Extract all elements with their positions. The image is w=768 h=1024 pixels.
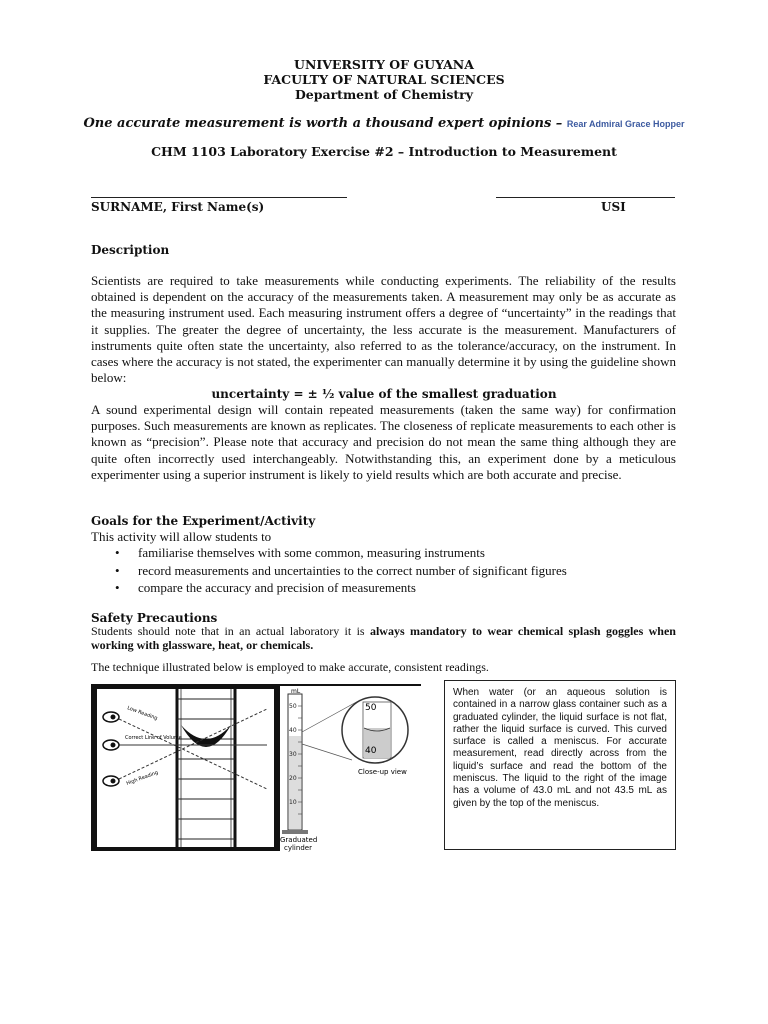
list-item: • compare the accuracy and precision of measurements [115,580,416,595]
quote [0,116,768,131]
description-paragraph-2: A sound experimental design will contain repeated measurements (taken the same way) for confirmation purposes. Such measurements are known as replicates. The closeness of replicate measurements to each other is known as “precision”. Please note that accuracy and precision do not mean the same thing although they are quite often incorrectly used interchangeably. Notwithstanding this, an experiment done by a meticulous experimenter using a superior instrument is likely to yield results which are both accurate and precise. [91,402,676,482]
closeup-top-label: 50 [365,703,377,713]
technique-text: The technique illustrated below is employed to make accurate, consistent readings. [91,660,489,674]
department-name: Department of Chemistry [294,87,474,102]
safety-text: Students should note that in an actual laboratory it is always mandatory to wear chemical splash goggles when working with glassware, heat, or chemicals. [91,624,676,652]
university-name: UNIVERSITY OF GUYANA [294,57,474,72]
scale-label: 50 [289,703,297,710]
name-underline[interactable] [91,197,347,198]
cylinder-illustration [280,686,421,852]
goals-intro: This activity will allow students to [91,529,272,544]
description-heading: Description [91,243,170,257]
closeup-view-label: Close-up view [358,768,407,776]
goals-heading: Goals for the Experiment/Activity [91,514,316,528]
usi-field-label: USI [601,200,626,214]
page-title: CHM 1103 Laboratory Exercise #2 – Introduction to Measurement [151,144,617,159]
eye-level-illustration [97,689,274,847]
cylinder-label-line2: cylinder [284,844,312,852]
meniscus-eye-diagram [97,689,274,847]
scale-label: 30 [289,751,297,758]
quote-author: Rear Admiral Grace Hopper [566,119,685,129]
list-item: • record measurements and uncertainties to the correct number of significant figures [115,562,567,578]
scale-label: 10 [289,799,297,806]
scale-label: 20 [289,775,297,782]
scale-label: 40 [289,727,297,734]
ml-unit-label: mL [291,688,301,695]
closeup-bottom-label: 40 [365,746,377,756]
meniscus-note-box [444,680,676,850]
graduated-cylinder-diagram [280,686,421,852]
uncertainty-formula: uncertainty = ± ½ value of the smallest graduation [211,387,557,401]
list-item: • familiarise themselves with some common, measuring instruments [115,545,485,560]
name-field-label: SURNAME, First Name(s) [91,200,265,214]
safety-heading: Safety Precautions [91,611,218,625]
usi-underline[interactable] [496,197,675,198]
correct-line-label: Correct Line of Volume [125,735,182,741]
low-reading-label: Low Reading [126,705,159,722]
meniscus-note-text: When water (or an aqueous solution is contained in a narrow glass container such as a graduated cylinder, the liquid surface is not flat, rather the liquid surface is curved. This curved surface is called a meniscus. For accurate measurement, read directly across from the liquid’s surface and read the bottom of the meniscus. The liquid to the right of the image has a volume of 43.0 mL and not 43.5 mL as given by the top of the meniscus. [453,687,667,809]
description-paragraph-1: Scientists are required to take measurements while conducting experiments. The reliability of the results obtained is dependent on the accuracy of the measurements taken. A measurement may only be as accurate as the measuring instrument used. Each measuring instrument offers a degree of “uncertainty” in the readings that it supplies. The greater the degree of uncertainty, the less accurate is the measurement. Manufacturers of instruments quite often state the uncertainty, also referred to as the tolerance/accuracy, on the instrument. In cases where the accuracy is not stated, the experimenter can manually determine it by using the guideline shown below: [91,273,676,386]
high-reading-label: High Reading [125,769,160,787]
faculty-name: FACULTY OF NATURAL SCIENCES [263,72,505,87]
goals-list [91,545,676,598]
cylinder-label-line1: Graduated [280,836,318,844]
quote-text: One accurate measurement is worth a thousand expert opinions – [83,116,563,131]
